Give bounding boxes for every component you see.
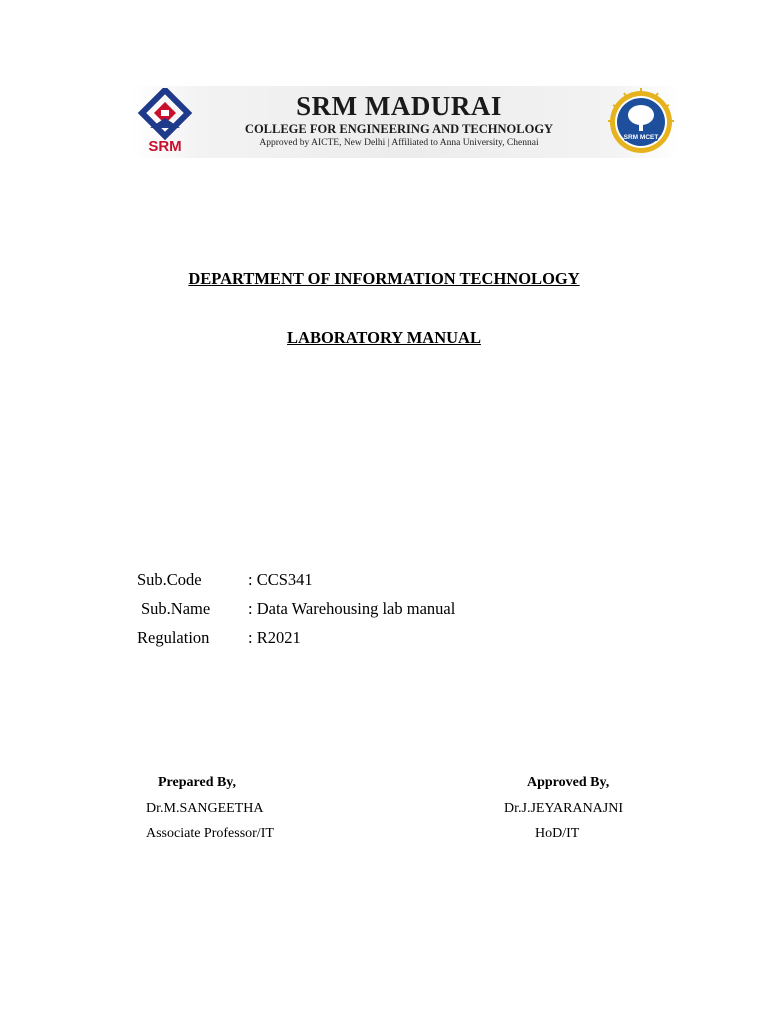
sub-code-label: Sub.Code — [137, 570, 202, 589]
srm-mcet-seal — [604, 87, 678, 155]
college-subtitle: COLLEGE FOR ENGINEERING AND TECHNOLOGY — [244, 122, 554, 136]
approved-by-designation: HoD/IT — [535, 826, 580, 841]
approved-by-name: Dr.J.JEYARANAJNI — [504, 801, 624, 816]
prepared-by-heading: Prepared By, — [158, 775, 237, 790]
prepared-by-designation: Associate Professor/IT — [146, 826, 274, 841]
srm-logo — [136, 88, 194, 154]
sub-name-label: Sub.Name — [141, 599, 211, 618]
department-title: DEPARTMENT OF INFORMATION TECHNOLOGY — [188, 269, 580, 288]
sub-code-value: : CCS341 — [248, 570, 313, 589]
regulation-label: Regulation — [137, 628, 210, 647]
sub-name-value: : Data Warehousing lab manual — [248, 599, 456, 618]
regulation-value: : R2021 — [248, 628, 301, 647]
prepared-by-name: Dr.M.SANGEETHA — [146, 801, 264, 816]
approved-by-heading: Approved By, — [527, 775, 610, 790]
manual-title: LABORATORY MANUAL — [287, 328, 481, 347]
srm-logo-text: SRM — [148, 138, 182, 154]
college-name: SRM MADURAI — [296, 91, 502, 121]
college-approval: Approved by AICTE, New Delhi | Affiliated to Anna University, Chennai — [259, 138, 539, 148]
seal-text: SRM MCET — [623, 134, 659, 141]
